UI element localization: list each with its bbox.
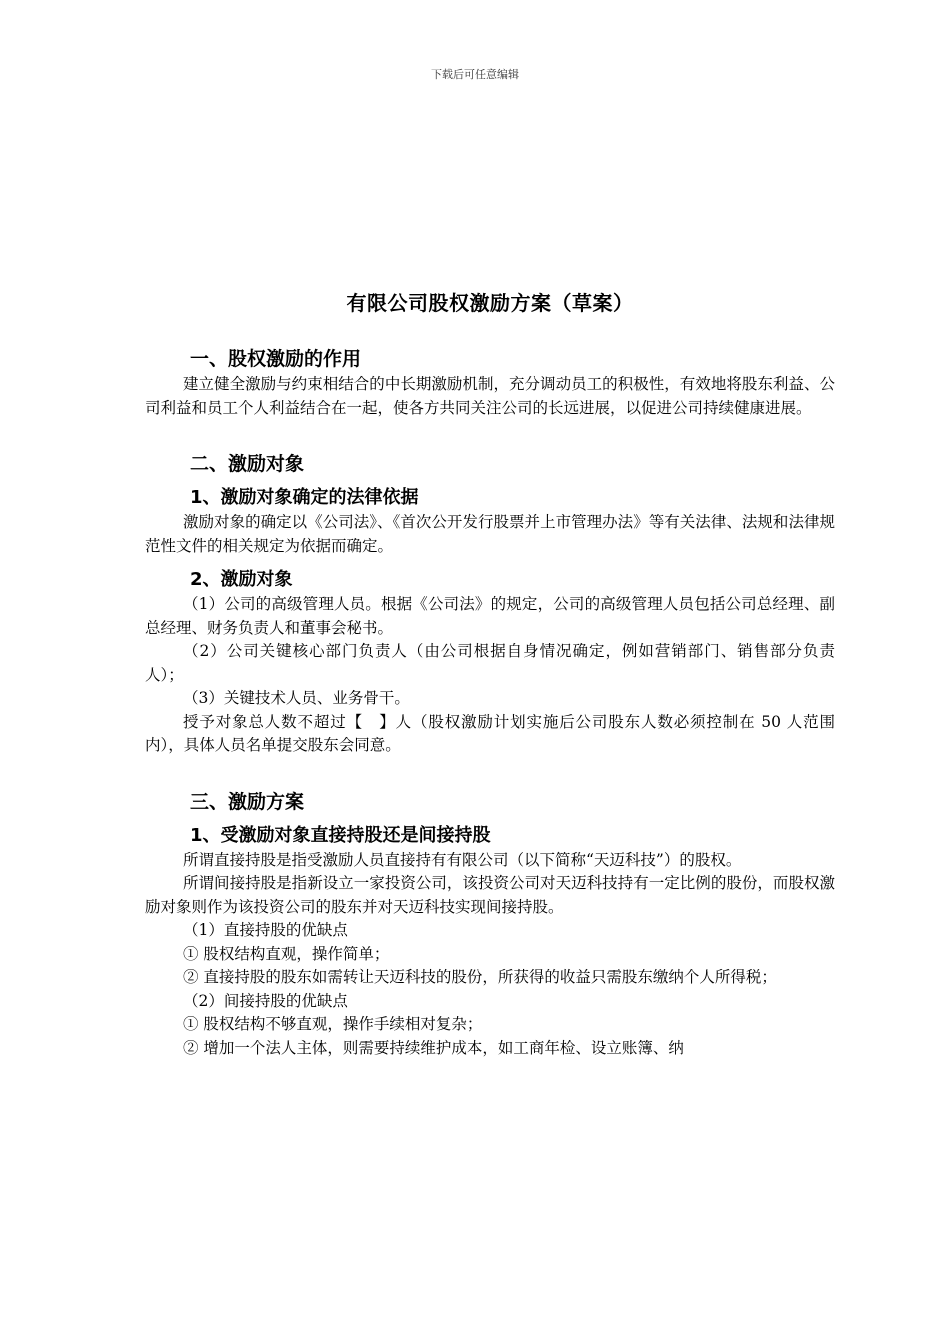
subsection-2-2-paragraph-2: （2）公司关键核心部门负责人（由公司根据自身情况确定，例如营销部门、销售部分负责人）；: [145, 642, 835, 684]
subsection-heading-3-1: 1、受激励对象直接持股还是间接持股: [190, 824, 491, 846]
section-1-paragraph: 建立健全激励与约束相结合的中长期激励机制，充分调动员工的积极性，有效地将股东利益、公司利益和员工个人利益结合在一起，使各方共同关注公司的长远进展，以促进公司持续健康进展。: [145, 375, 835, 417]
subsection-3-1-paragraph-1: 所谓直接持股是指受激励人员直接持有有限公司（以下简称“天迈科技”）的股权。: [183, 850, 742, 869]
subsection-2-2-paragraph-4: 授予对象总人数不超过【 】人（股权激励计划实施后公司股东人数必须控制在 50 人范围内），具体人员名单提交股东会同意。: [145, 712, 835, 754]
subsection-3-1-paragraph-5: ② 直接持股的股东如需转让天迈科技的股份，所获得的收益只需股东缴纳个人所得税；: [183, 968, 777, 986]
subsection-2-2-paragraph-1: （1）公司的高级管理人员。根据《公司法》的规定，公司的高级管理人员包括公司总经理、副总经理、财务负责人和董事会秘书。: [145, 595, 835, 637]
spacer: [145, 558, 835, 566]
subsection-3-1-paragraph-7: ① 股权结构不够直观，操作手续相对复杂；: [183, 1015, 483, 1033]
document-body: [145, 345, 835, 1060]
spacer: [145, 420, 835, 450]
subsection-heading-2-1: 1、激励对象确定的法律依据: [190, 487, 419, 508]
section-heading-2: 二、激励对象: [190, 453, 305, 475]
subsection-2-2-paragraph-3: （3）关键技术人员、业务骨干。: [183, 689, 410, 707]
section-heading-3: 三、激励方案: [190, 790, 305, 813]
document-title: 有限公司股权激励方案（草案）: [346, 291, 634, 315]
section-heading-1: 一、股权激励的作用: [190, 348, 362, 370]
subsection-3-1-paragraph-6: （2）间接持股的优缺点: [183, 991, 348, 1010]
spacer: [145, 758, 835, 788]
subsection-2-1-paragraph: 激励对象的确定以《公司法》、《首次公开发行股票并上市管理办法》等有关法律、法规和法律规范性文件的相关规定为依据而确定。: [145, 513, 835, 555]
subsection-3-1-paragraph-4: ① 股权结构直观，操作简单；: [183, 944, 390, 963]
header-note: 下载后可任意编辑: [431, 68, 519, 81]
subsection-3-1-paragraph-8: ② 增加一个法人主体，则需要持续维护成本，如工商年检、设立账簿、纳: [183, 1038, 684, 1057]
subsection-3-1-paragraph-2: 所谓间接持股是指新设立一家投资公司，该投资公司对天迈科技持有一定比例的股份，而股权激励对象则作为该投资公司的股东并对天迈科技实现间接持股。: [145, 874, 835, 916]
subsection-3-1-paragraph-3: （1）直接持股的优缺点: [183, 921, 348, 939]
subsection-heading-2-2: 2、激励对象: [190, 569, 293, 590]
